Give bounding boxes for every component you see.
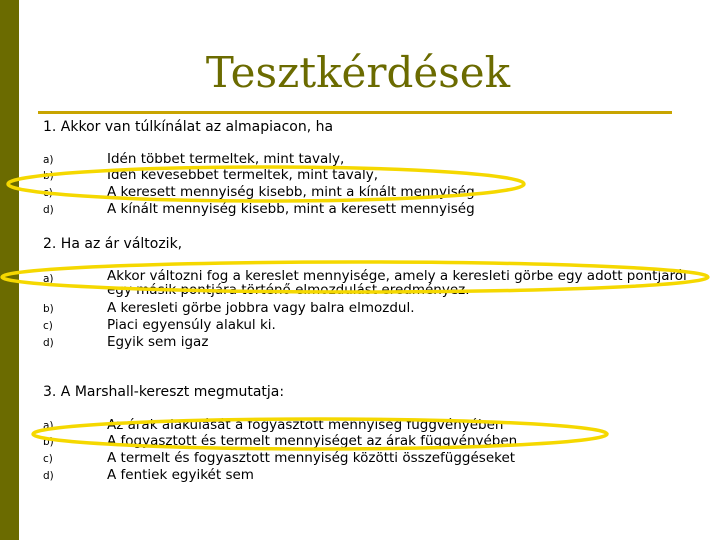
option-letter: c): [43, 453, 53, 465]
answer-highlight-q2: [2, 262, 708, 292]
option-letter: b): [43, 170, 54, 182]
option-text-continued: egy másik pontjára történő elmozdulást eredményez.: [107, 282, 470, 298]
question-2: 2. Ha az ár változik,: [43, 236, 183, 252]
option-text: Az árak alakulását a fogyasztott mennyiség függvényében: [107, 417, 504, 433]
page-title: Tesztkérdések: [205, 48, 511, 97]
option-letter: a): [43, 154, 54, 166]
option-letter: d): [43, 337, 54, 349]
option-letter: c): [43, 187, 53, 199]
option-text: A termelt és fogyasztott mennyiség közötti összefüggéseket: [107, 450, 516, 466]
option-text: A keresleti görbe jobbra vagy balra elmozdul.: [107, 300, 415, 316]
option-text: A keresett mennyiség kisebb, mint a kínált mennyiség: [107, 184, 475, 200]
option-letter: c): [43, 320, 53, 332]
answer-highlight-q1: [8, 167, 524, 201]
option-letter: d): [43, 470, 54, 482]
option-letter: d): [43, 204, 54, 216]
option-text: Akkor változni fog a kereslet mennyisége, amely a keresleti görbe egy adott pontjáról: [107, 268, 687, 284]
question-1: 1. Akkor van túlkínálat az almapiacon, ha: [43, 119, 334, 135]
option-letter: b): [43, 436, 54, 448]
option-text: A fogyasztott és termelt mennyiséget az árak függvényében: [107, 433, 518, 449]
option-text: A fentiek egyikét sem: [107, 467, 254, 483]
option-text: Egyik sem igaz: [107, 334, 209, 350]
option-text: A kínált mennyiség kisebb, mint a keresett mennyiség: [107, 201, 475, 217]
question-3: 3. A Marshall-kereszt megmutatja:: [43, 384, 285, 400]
option-letter: a): [43, 420, 54, 432]
option-text: Piaci egyensúly alakul ki.: [107, 317, 276, 333]
option-letter: b): [43, 303, 54, 315]
option-text: Idén kevesebbet termeltek, mint tavaly,: [107, 167, 379, 183]
answer-highlight-q3: [33, 419, 607, 449]
option-letter: a): [43, 273, 54, 285]
option-text: Idén többet termeltek, mint tavaly,: [107, 151, 345, 167]
